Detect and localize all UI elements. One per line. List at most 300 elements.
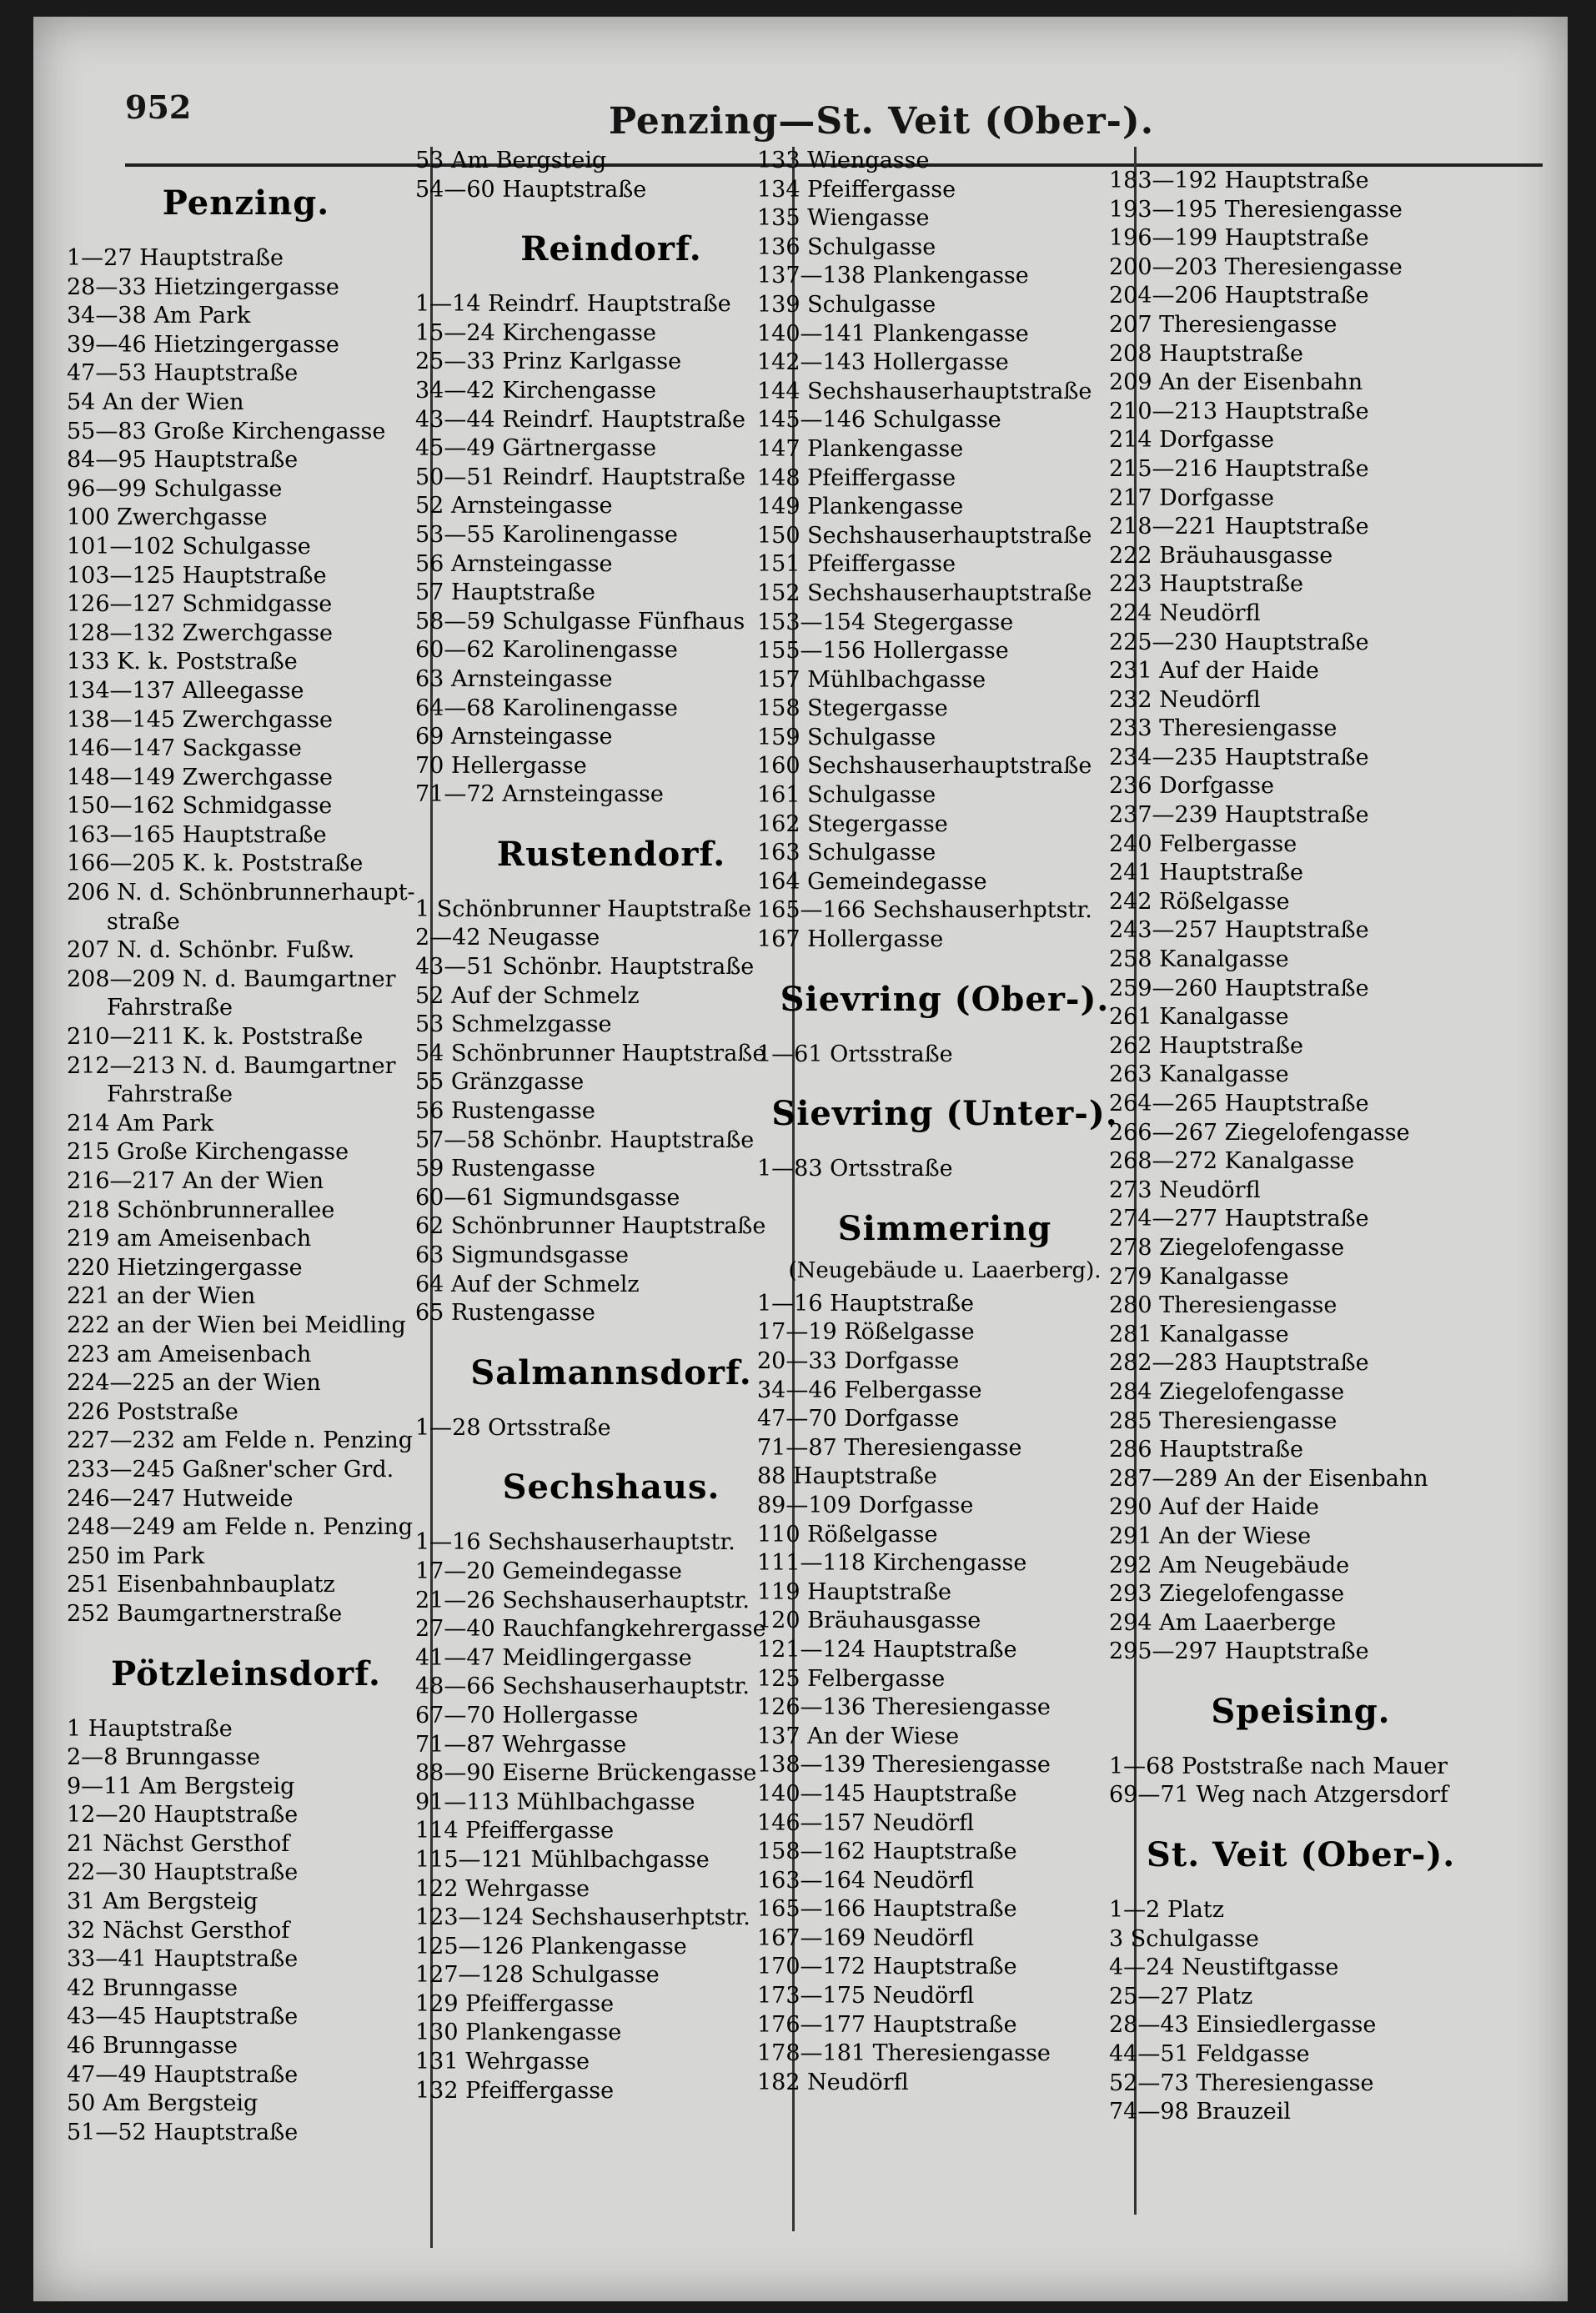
house-numbers: 259—260 (1109, 975, 1218, 1001)
address-entry (415, 1673, 807, 1702)
street-name: Hauptstraße (153, 447, 299, 474)
address-entry (1109, 715, 1493, 744)
street-name: Hauptstraße (1224, 744, 1369, 770)
address-entry (1109, 1896, 1493, 1925)
house-numbers: 71—72 (415, 781, 495, 808)
house-numbers: 31 (67, 1889, 96, 1915)
street-name: Am Bergsteig (450, 148, 607, 173)
house-numbers: 51—52 (67, 2119, 147, 2145)
address-entry (1109, 1292, 1493, 1321)
house-numbers: 207 (1109, 311, 1152, 338)
address-entry (1109, 772, 1493, 801)
house-numbers: 138—145 (67, 706, 176, 733)
address-entry (67, 1398, 425, 1427)
house-numbers: 218—221 (1109, 514, 1218, 540)
house-numbers: 178—181 (757, 2040, 866, 2067)
street-name: Dorfgasse (858, 1492, 974, 1518)
address-entry (67, 331, 425, 360)
address-entry (67, 1974, 425, 2004)
house-numbers: 170—172 (757, 1954, 866, 1980)
street-name: Hauptstraße (872, 1954, 1017, 1980)
address-entry (757, 1607, 1132, 1636)
address-entry (757, 406, 1132, 435)
house-numbers: 1 (67, 1715, 82, 1742)
address-entry (1109, 1465, 1493, 1494)
street-name: Schönbrunner Hauptstraße (436, 896, 752, 922)
street-name: Zwerchgasse (182, 620, 334, 646)
address-entry (757, 1809, 1132, 1839)
house-numbers: 54 (67, 389, 96, 415)
house-numbers: 50 (67, 2090, 96, 2117)
house-numbers: 234—235 (1109, 744, 1218, 770)
house-numbers: 114 (415, 1818, 459, 1844)
district-section (415, 1468, 807, 2105)
address-entry (757, 637, 1132, 666)
address-entry (757, 1751, 1132, 1780)
house-numbers: 204—206 (1109, 283, 1218, 309)
house-numbers: 236 (1109, 773, 1152, 800)
street-name: Plankengasse (872, 320, 1029, 347)
house-numbers: 160 (757, 753, 801, 780)
address-entry (415, 1875, 807, 1904)
address-entry (757, 1780, 1132, 1809)
address-entry (67, 359, 425, 389)
house-numbers: 207 (67, 937, 110, 964)
address-entry (1109, 744, 1493, 773)
address-entry (757, 724, 1132, 753)
address-entry (1109, 224, 1493, 253)
address-entry (415, 1097, 807, 1126)
district-section (1109, 1835, 1493, 2127)
house-numbers: 144 (757, 378, 801, 404)
street-name: Ortsstraße (830, 1156, 953, 1182)
street-name: Bräuhausgasse (1159, 542, 1333, 569)
street-name: Hauptstraße (88, 1715, 233, 1742)
street-name: Arnsteingasse (450, 493, 613, 519)
house-numbers: 39—46 (67, 331, 147, 358)
address-entry (67, 821, 425, 850)
house-numbers: 215 (67, 1139, 110, 1166)
address-entry (757, 1723, 1132, 1752)
street-name: Plankengasse (807, 435, 964, 462)
house-numbers: 55 (415, 1069, 444, 1096)
address-entry (1109, 570, 1493, 600)
address-entry (415, 2048, 807, 2077)
house-numbers: 134—137 (67, 677, 176, 704)
address-entry (1109, 1493, 1493, 1523)
street-name: Sechshauserhauptstraße (807, 580, 1092, 606)
street-name: Gärtnergasse (502, 435, 657, 462)
house-numbers: 1—2 (1109, 1897, 1161, 1924)
street-name: Rustengasse (450, 1156, 595, 1182)
house-numbers: 1—27 (67, 245, 133, 271)
street-name: Neudörfl (807, 2069, 909, 2095)
address-entry (67, 1369, 425, 1398)
street-name: Auf der Haide (1159, 658, 1319, 685)
address-entry (415, 492, 807, 521)
address-entry (415, 550, 807, 580)
street-name: Plankengasse (465, 2019, 622, 2046)
district-section (757, 1209, 1132, 2098)
address-entry (757, 1290, 1132, 1319)
house-numbers: 217 (1109, 484, 1152, 511)
house-numbers: 69 (415, 724, 444, 750)
street-name: N. d. Schönbr. Fußw. (117, 937, 355, 964)
street-name: an der Wien (117, 1283, 256, 1310)
house-numbers: 242 (1109, 888, 1152, 915)
address-entry (1109, 1321, 1493, 1350)
address-entry (1109, 369, 1493, 398)
address-entry (415, 1846, 807, 1875)
district-title: Speising. (1211, 1691, 1391, 1731)
house-numbers: 20—33 (757, 1348, 837, 1374)
house-numbers: 1—16 (757, 1290, 823, 1317)
address-entry (415, 924, 807, 953)
address-entry (415, 1731, 807, 1760)
house-numbers: 55—83 (67, 418, 147, 444)
street-name: Hauptstraße (830, 1290, 975, 1317)
street-name: Hauptstraße (1224, 283, 1369, 309)
house-numbers: 278 (1109, 1234, 1152, 1261)
house-numbers: 1—83 (757, 1156, 823, 1182)
house-numbers: 149 (757, 494, 801, 520)
address-entry (67, 1571, 425, 1600)
address-entry (757, 378, 1132, 407)
house-numbers: 274—277 (1109, 1206, 1218, 1232)
street-name: Alleegasse (182, 677, 304, 704)
street-name: Neudörfl (872, 1809, 975, 1836)
house-numbers: 183—192 (1109, 168, 1218, 193)
address-entry (757, 464, 1132, 494)
address-entry (1109, 2040, 1493, 2070)
street-name: Arnsteingasse (450, 724, 613, 750)
address-entry (1109, 1609, 1493, 1638)
street-name: Reindrf. Hauptstraße (502, 464, 745, 490)
address-entry (415, 579, 807, 608)
house-numbers: 157 (757, 666, 801, 693)
district-section (415, 835, 807, 1328)
house-numbers: 42 (67, 1974, 96, 2001)
address-entry (67, 1023, 425, 1052)
street-name: N. d. Baumgartner (182, 966, 396, 992)
street-name: Hellergasse (450, 752, 587, 779)
house-numbers: 231 (1109, 658, 1152, 685)
street-name: an der Wien bei Meidling (117, 1312, 406, 1338)
address-entry (1109, 1205, 1493, 1234)
house-numbers: 74—98 (1109, 2099, 1189, 2125)
street-name: Neugasse (488, 925, 600, 951)
street-name: Schulgasse (182, 533, 311, 559)
house-numbers: 100 (67, 504, 110, 531)
street-name: Stegergasse (872, 609, 1014, 635)
street-name: Felbergasse (1159, 830, 1297, 857)
street-name: am Felde n. Penzing (182, 1514, 414, 1541)
address-entry (1109, 196, 1493, 225)
street-name: Schönbr. Hauptstraße (502, 954, 755, 981)
house-numbers: 163 (757, 840, 801, 866)
house-numbers: 208 (1109, 340, 1152, 367)
house-numbers: 295—297 (1109, 1638, 1218, 1665)
address-entry (67, 1456, 425, 1485)
address-entry (757, 176, 1132, 205)
address-entry (757, 1463, 1132, 1492)
address-entry (67, 1543, 425, 1572)
street-name: Sechshauserhauptstr. (502, 1673, 750, 1700)
address-entry (1109, 946, 1493, 975)
street-name: Hauptstraße (872, 2011, 1017, 2038)
address-entry (67, 735, 425, 764)
district-title: Sechshaus. (502, 1468, 720, 1508)
street-name: Reindrf. Hauptstraße (488, 291, 731, 318)
house-numbers: 227—232 (67, 1427, 176, 1454)
street-name: Mühlbachgasse (516, 1789, 695, 1815)
street-name: N. d. Baumgartner (182, 1052, 396, 1079)
house-numbers: 133 (67, 649, 110, 675)
street-name: Hauptstraße (1224, 455, 1369, 482)
house-numbers: 48—66 (415, 1673, 495, 1700)
house-numbers: 209 (1109, 369, 1152, 396)
house-numbers: 214 (67, 1110, 110, 1136)
street-name: Hauptstraße (182, 562, 327, 589)
street-name: Am Neugebäude (1159, 1552, 1350, 1578)
street-name: Neudörfl (872, 1983, 975, 2009)
address-entry (415, 636, 807, 665)
address-entry (415, 1990, 807, 2019)
address-entry (415, 1155, 807, 1184)
address-entry (415, 1242, 807, 1271)
district-section (1109, 1692, 1493, 1810)
address-entry (415, 434, 807, 464)
street-name: Hauptstraße (1224, 168, 1369, 193)
address-entry (415, 1587, 807, 1616)
street-name: Kirchengasse (502, 319, 656, 346)
street-name: Hauptstraße (502, 176, 647, 203)
street-name: Hauptstraße (153, 2061, 299, 2088)
street-name: An der Wiese (1159, 1523, 1312, 1549)
street-name: Fahrstraße (107, 995, 233, 1021)
address-entry (757, 1953, 1132, 1982)
address-entry (1109, 657, 1493, 686)
address-entry (67, 1052, 425, 1081)
street-name: Schulgasse (872, 407, 1001, 434)
address-entry (415, 1615, 807, 1644)
address-entry (415, 1933, 807, 1962)
address-entry (757, 1155, 1132, 1184)
street-name: Am Bergsteig (102, 1889, 258, 1915)
address-entry (67, 677, 425, 706)
house-numbers: 294 (1109, 1609, 1152, 1636)
street-name: Rustengasse (450, 1300, 595, 1327)
house-numbers: 162 (757, 810, 801, 837)
street-name: Hollergasse (872, 349, 1009, 376)
street-name: Brunngasse (102, 2033, 238, 2060)
street-name: Kanalgasse (1159, 1263, 1289, 1290)
street-name: Hauptstraße (139, 245, 284, 271)
street-name: Ortsstraße (830, 1041, 953, 1067)
street-name: Theresiengasse (844, 1434, 1022, 1461)
address-entry (1109, 1090, 1493, 1119)
street-name: Pfeiffergasse (465, 2077, 615, 2104)
street-name: Hauptstraße (1224, 1638, 1369, 1665)
street-name: Theresiengasse (1224, 196, 1403, 223)
street-name: Baumgartnerstraße (117, 1600, 343, 1627)
address-entry (1109, 1580, 1493, 1609)
house-numbers: 120 (757, 1608, 801, 1634)
street-name: Brunngasse (102, 1974, 238, 2001)
street-name: N. d. Schönbrunnerhaupt- (117, 880, 415, 906)
house-numbers: 137—138 (757, 263, 866, 289)
house-numbers: 56 (415, 550, 444, 577)
address-entry (415, 147, 807, 176)
house-numbers: 21 (67, 1830, 96, 1857)
street-name: Rößelgasse (844, 1319, 975, 1346)
address-entry (1109, 1983, 1493, 2012)
address-entry (1109, 542, 1493, 571)
house-numbers: 1—16 (415, 1529, 481, 1556)
address-entry (67, 1744, 425, 1773)
house-numbers: 248—249 (67, 1514, 176, 1541)
address-entry (415, 319, 807, 349)
house-numbers: 63 (415, 1242, 444, 1268)
house-numbers: 219 (67, 1226, 110, 1252)
house-numbers: 237—239 (1109, 802, 1218, 829)
house-numbers: 54 (415, 1040, 444, 1066)
address-entry (1109, 484, 1493, 514)
street-name: Auf der Schmelz (450, 982, 640, 1009)
address-entry (757, 1693, 1132, 1723)
house-numbers: 136 (757, 233, 801, 260)
address-entry (1109, 916, 1493, 946)
street-name: Kanalgasse (1159, 946, 1289, 973)
street-name: Hauptstraße (1159, 571, 1304, 598)
house-numbers: 152 (757, 580, 801, 606)
district-section (415, 229, 807, 810)
address-entry (1109, 1263, 1493, 1292)
street-name: Sechshauserhauptstraße (807, 753, 1092, 780)
house-numbers: 111—118 (757, 1550, 866, 1577)
house-numbers: 214 (1109, 427, 1152, 454)
house-numbers: 45—49 (415, 435, 495, 462)
street-name: Theresiengasse (1159, 1292, 1338, 1319)
address-entry (757, 233, 1132, 263)
column-3 (757, 147, 1132, 2263)
address-entry (67, 2119, 425, 2148)
street-name: Kirchengasse (872, 1550, 1027, 1577)
street-name: Platz (1167, 1897, 1224, 1924)
house-numbers: 200—203 (1109, 253, 1218, 280)
address-entry (67, 1254, 425, 1283)
street-name: Hauptstraße (1224, 802, 1369, 829)
house-numbers: 2—8 (67, 1744, 118, 1771)
house-numbers: 284 (1109, 1378, 1152, 1405)
house-numbers: 293 (1109, 1581, 1152, 1608)
street-name: Hietzingergasse (153, 273, 339, 300)
house-numbers: 285 (1109, 1407, 1152, 1434)
house-numbers: 206 (67, 880, 110, 906)
address-entry (757, 810, 1132, 840)
house-numbers: 224—225 (67, 1370, 176, 1397)
house-numbers: 96—99 (67, 475, 147, 502)
house-numbers: 222 (67, 1312, 110, 1338)
house-numbers: 138—139 (757, 1752, 866, 1779)
house-numbers: 126—136 (757, 1694, 866, 1721)
house-numbers: 226 (67, 1398, 110, 1425)
street-name: Schmelzgasse (450, 1011, 612, 1038)
street-name: Sechshauserhauptstr. (488, 1529, 735, 1556)
address-entry (1109, 629, 1493, 658)
house-numbers: 164 (757, 868, 801, 895)
street-name: Plankengasse (807, 494, 964, 520)
house-numbers: 145—146 (757, 407, 866, 434)
house-numbers: 225—230 (1109, 629, 1218, 655)
street-name: Hollergasse (872, 638, 1009, 665)
house-numbers: 46 (67, 2033, 96, 2060)
column-1 (67, 158, 425, 2263)
address-entry (415, 1011, 807, 1040)
street-name: Hauptstraße (1224, 398, 1369, 424)
street-name: Schmidgasse (182, 591, 333, 618)
address-entry (1109, 1753, 1493, 1782)
house-numbers: 233—245 (67, 1456, 176, 1483)
address-entry (757, 1041, 1132, 1070)
address-entry (67, 1312, 425, 1341)
house-numbers: 287—289 (1109, 1465, 1218, 1492)
house-numbers: 59 (415, 1156, 444, 1182)
address-entry (67, 475, 425, 504)
street-name: Sechshauserhauptstraße (807, 522, 1092, 549)
house-numbers: 60—62 (415, 637, 495, 664)
house-numbers: 32 (67, 1917, 96, 1944)
street-name: Theresiengasse (1196, 2070, 1374, 2096)
street-name: Hauptstraße (153, 360, 299, 387)
street-name: Am Laaerberge (1159, 1609, 1337, 1636)
house-numbers: 222 (1109, 542, 1152, 569)
street-name: Gaßner'scher Grd. (182, 1456, 394, 1483)
address-entry (67, 850, 425, 879)
address-entry (415, 521, 807, 550)
address-entry (67, 446, 425, 475)
house-numbers: 262 (1109, 1032, 1152, 1059)
house-numbers: 158 (757, 695, 801, 722)
house-numbers: 70 (415, 752, 444, 779)
street-name: Hauptstraße (182, 821, 327, 848)
address-entry (415, 695, 807, 724)
address-entry (1109, 1119, 1493, 1148)
house-numbers: 221 (67, 1283, 110, 1310)
address-entry (67, 1081, 425, 1110)
street-name: Hietzingergasse (153, 331, 339, 358)
address-entry (67, 590, 425, 620)
street-name: Kanalgasse (1159, 1004, 1289, 1031)
address-entry (1109, 1061, 1493, 1090)
street-name: Hauptstraße (1224, 975, 1369, 1001)
address-entry (67, 764, 425, 793)
address-entry (67, 1600, 425, 1629)
address-entry (67, 936, 425, 966)
street-name: Am Bergsteig (139, 1773, 295, 1799)
house-numbers: 62 (415, 1213, 444, 1240)
house-numbers: 125—126 (415, 1933, 524, 1959)
house-numbers: 17—19 (757, 1319, 837, 1346)
address-entry (415, 1789, 807, 1818)
house-numbers: 1—28 (415, 1414, 481, 1441)
street-name: Rauchfangkehrergasse (502, 1616, 766, 1643)
house-numbers: 130 (415, 2019, 459, 2046)
street-name: Kirchengasse (502, 377, 656, 404)
street-name: Wiengasse (807, 205, 930, 232)
street-name: straße (107, 908, 180, 935)
house-numbers: 210—211 (67, 1024, 176, 1051)
